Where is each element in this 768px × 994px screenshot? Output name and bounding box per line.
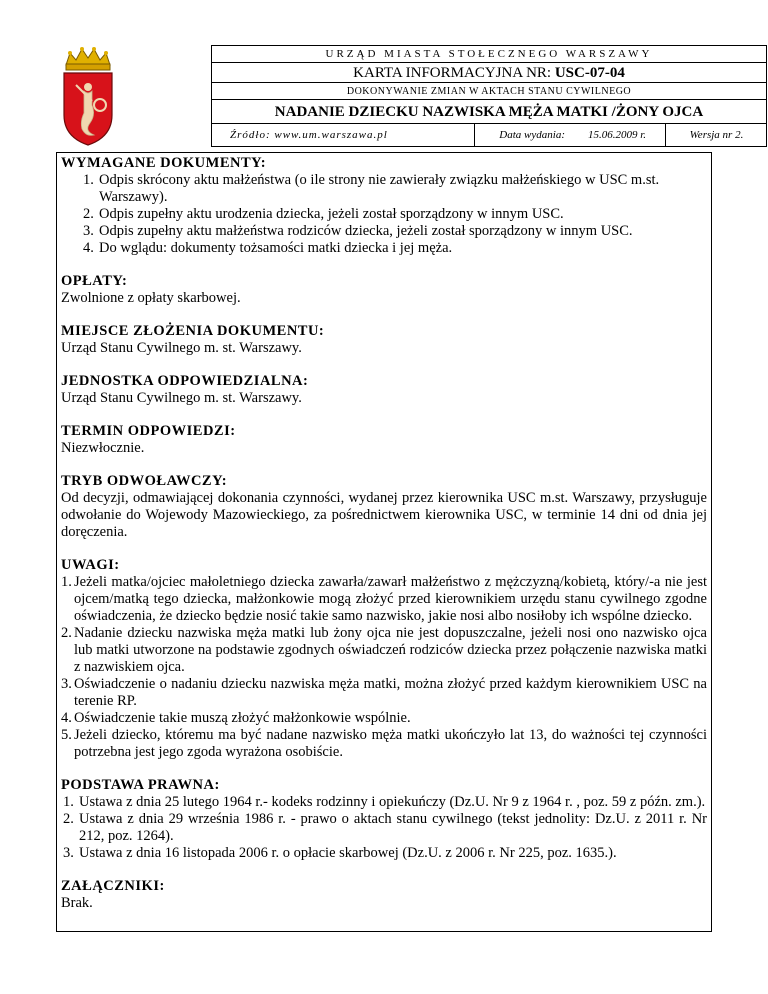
list-item: 3. Oświadczenie o nadaniu dziecku nazwiska męża matki, można złożyć przed każdym kierownikiem USC na terenie RP.	[61, 676, 707, 709]
section-text: Urząd Stanu Cywilnego m. st. Warszawy.	[61, 390, 302, 406]
list-item: 3. Ustawa z dnia 16 listopada 2006 r. o opłacie skarbowej (Dz.U. z 2006 r. Nr 225, poz. 1635.).	[63, 845, 617, 861]
section-title: TRYB ODWOŁAWCZY:	[61, 473, 228, 489]
section-notes	[61, 557, 707, 761]
section-title: WYMAGANE DOKUMENTY:	[61, 155, 267, 171]
issue-date: 15.06.2009 r.	[569, 124, 666, 147]
source: Źródło: www.um.warszawa.pl	[212, 124, 475, 147]
warsaw-coat-of-arms-icon	[56, 45, 120, 147]
document-header	[56, 45, 744, 147]
office-name: URZĄD MIASTA STOŁECZNEGO WARSZAWY	[212, 46, 766, 63]
card-number-label: KARTA INFORMACYJNA NR:	[353, 65, 555, 81]
section-fees	[61, 273, 707, 307]
section-legal-basis	[61, 777, 707, 862]
list-item: 4. Do wglądu: dokumenty tożsamości matki dziecka i jej męża.	[83, 240, 453, 256]
list-item: 4. Oświadczenie takie muszą złożyć małżonkowie wspólnie.	[61, 710, 411, 726]
section-text: Urząd Stanu Cywilnego m. st. Warszawy.	[61, 340, 302, 356]
section-title: TERMIN ODPOWIEDZI:	[61, 423, 236, 439]
list-item: 1. Odpis skrócony aktu małżeństwa (o ile strony nie zawierały związku małżeńskiego w USC m.st. Warszawy).	[83, 172, 660, 205]
issue-date-label: Data wydania:	[499, 129, 565, 141]
meta-row	[212, 124, 766, 147]
section-text: Niezwłocznie.	[61, 440, 145, 456]
section-unit	[61, 373, 707, 407]
list-item: 1. Jeżeli matka/ojciec małoletniego dziecka zawarła/zawarł małżeństwo z mężczyzną/kobietą, który/-a nie jest ojcem/matką tego dziecka, małżonkowie mogą złożyć przed kierownikiem urzędu stanu cywilnego zgodne oświadczenia, że dziecko będzie nosić takie samo nazwisko, jakie nosi albo nosiłoby ich wspólne dziecko.	[61, 574, 707, 624]
section-documents	[61, 155, 707, 257]
section-title: UWAGI:	[61, 557, 120, 573]
list-item: 3. Odpis zupełny aktu małżeństwa rodziców dziecka, jeżeli został sporządzony w innym USC.	[83, 223, 633, 239]
documents-list	[61, 172, 707, 257]
list-item: 1. Ustawa z dnia 25 lutego 1964 r.- kodeks rodzinny i opiekuńczy (Dz.U. Nr 9 z 1964 r. , poz. 59 z późn. zm.).	[63, 794, 706, 810]
section-place	[61, 323, 707, 357]
category: DOKONYWANIE ZMIAN W AKTACH STANU CYWILNEGO	[212, 83, 766, 100]
list-item: 5. Jeżeli dziecko, któremu ma być nadane nazwisko męża matki ukończyło lat 13, do ważności tej czynności potrzebna jest jego zgoda wyrażona osobiście.	[61, 727, 707, 760]
card-number-row	[212, 63, 766, 83]
section-term	[61, 423, 707, 457]
notes-list	[61, 574, 707, 761]
section-title: JEDNOSTKA ODPOWIEDZIALNA:	[61, 373, 309, 389]
version: Wersja nr 2.	[689, 129, 744, 141]
legal-basis-list	[61, 794, 707, 862]
section-title: PODSTAWA PRAWNA:	[61, 777, 220, 793]
section-attachments	[61, 878, 707, 912]
list-item: 2. Ustawa z dnia 29 września 1986 r. - prawo o aktach stanu cywilnego (tekst jednolity: Dz.U. z 2011 r. Nr 212, poz. 1264).	[63, 811, 707, 844]
section-text: Od decyzji, odmawiającej dokonania czynności, wydanej przez kierownika USC m.st. Warszawy, przysługuje odwołanie do Wojewody Mazowieckiego, za pośrednictwem kierownika USC, w terminie 14 dni od dnia jej doręczenia.	[61, 490, 707, 540]
section-title: ZAŁĄCZNIKI:	[61, 878, 165, 894]
header-info-table	[211, 45, 767, 147]
list-item: 2. Odpis zupełny aktu urodzenia dziecka, jeżeli został sporządzony w innym USC.	[83, 206, 564, 222]
section-appeal	[61, 473, 707, 541]
section-text: Zwolnione z opłaty skarbowej.	[61, 290, 241, 306]
list-item: 2. Nadanie dziecku nazwiska męża matki lub żony ojca nie jest dopuszczalne, jeżeli nosi ono nazwisko ojca lub matki utworzone na podstawie zgodnych oświadczeń rodziców dziecka przez połączenie nazwiska matki z nazwiskiem ojca.	[61, 625, 707, 675]
card-number: USC-07-04	[554, 65, 625, 81]
section-title: OPŁATY:	[61, 273, 128, 289]
section-title: MIEJSCE ZŁOŻENIA DOKUMENTU:	[61, 323, 325, 339]
content-box	[56, 152, 712, 932]
card-title: NADANIE DZIECKU NAZWISKA MĘŻA MATKI /ŻONY OJCA	[212, 100, 766, 124]
section-text: Brak.	[61, 895, 93, 911]
